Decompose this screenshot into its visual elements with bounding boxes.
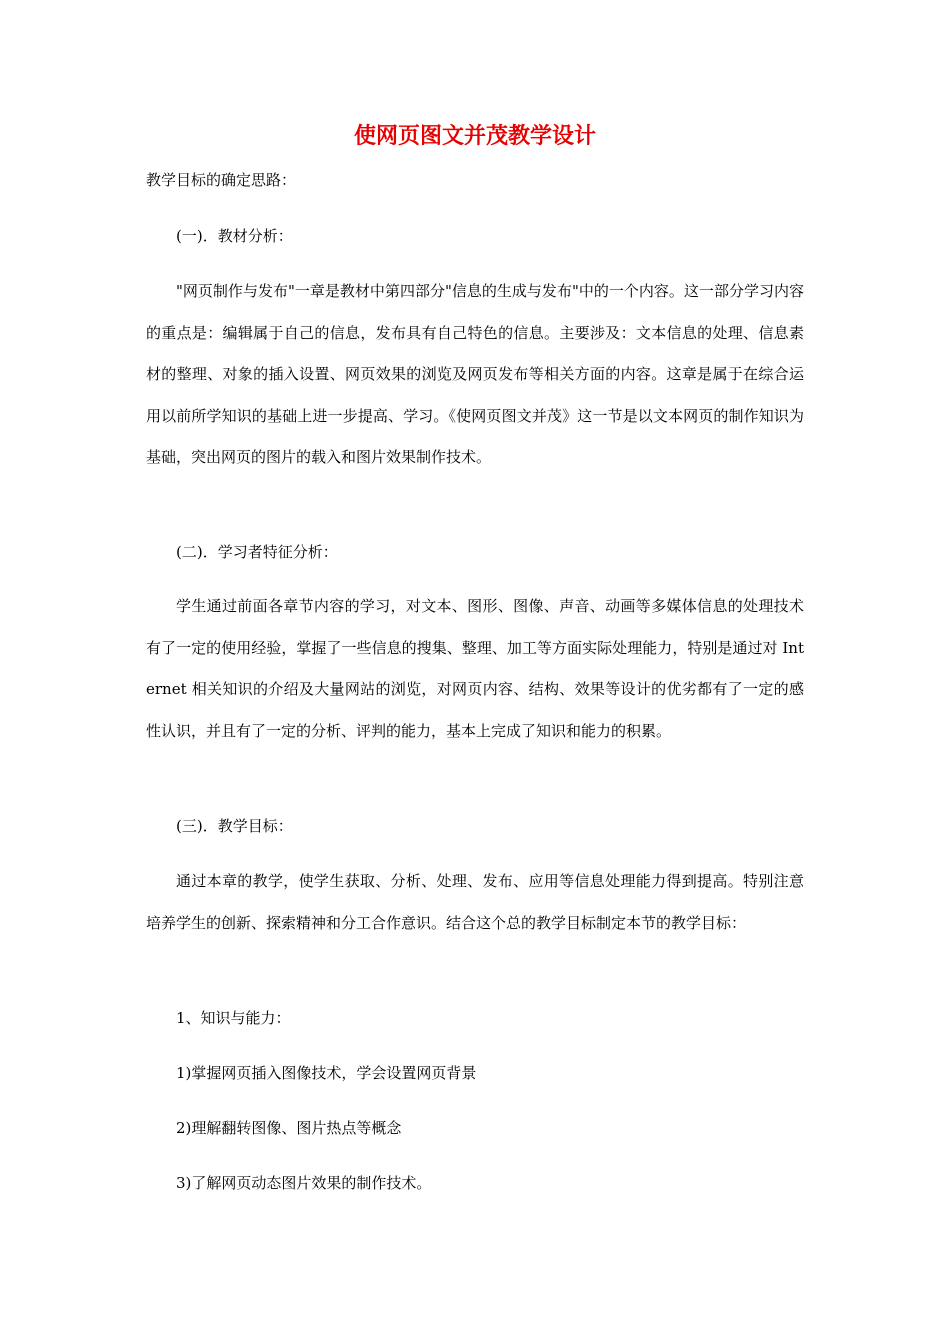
- list-item: 2)理解翻转图像、图片热点等概念: [176, 1119, 402, 1137]
- subheading-knowledge-ability: 1、知识与能力：: [176, 1009, 291, 1027]
- document-title: 使网页图文并茂教学设计: [353, 123, 596, 149]
- main-heading: 教学目标的确定思路：: [146, 171, 297, 189]
- section-heading-textbook-analysis: (一)．教材分析：: [176, 227, 293, 245]
- list-item: 1)掌握网页插入图像技术，学会设置网页背景: [176, 1064, 477, 1082]
- section-heading-learner-analysis: (二)．学习者特征分析：: [176, 543, 338, 561]
- section-heading-teaching-goals: (三)．教学目标：: [176, 817, 293, 835]
- list-item: 3)了解网页动态图片效果的制作技术。: [176, 1174, 432, 1192]
- paragraph-textbook-analysis: "网页制作与发布"一章是教材中第四部分"信息的生成与发布"中的一个内容。这一部分学习内容的重点是：编辑属于自己的信息，发布具有自己特色的信息。主要涉及：文本信息的处理、信息素材的整理、对象的插入设置、网页效果的浏览及网页发布等相关方面的内容。这章是属于在综合运用以前所学知识的基础上进一步提高、学习。《使网页图文并茂》这一节是以文本网页的制作知识为基础，突出网页的图片的载入和图片效果制作技术。: [146, 282, 804, 466]
- paragraph-teaching-goals: 通过本章的教学，使学生获取、分析、处理、发布、应用等信息处理能力得到提高。特别注意培养学生的创新、探索精神和分工合作意识。结合这个总的教学目标制定本节的教学目标：: [146, 872, 804, 932]
- paragraph-learner-analysis: 学生通过前面各章节内容的学习，对文本、图形、图像、声音、动画等多媒体信息的处理技术有了一定的使用经验，掌握了一些信息的搜集、整理、加工等方面实际处理能力，特别是通过对 Internet 相关知识的介绍及大量网站的浏览，对网页内容、结构、效果等设计的优劣都有了一定的感性认识，并且有了一定的分析、评判的能力，基本上完成了知识和能力的积累。: [146, 597, 804, 740]
